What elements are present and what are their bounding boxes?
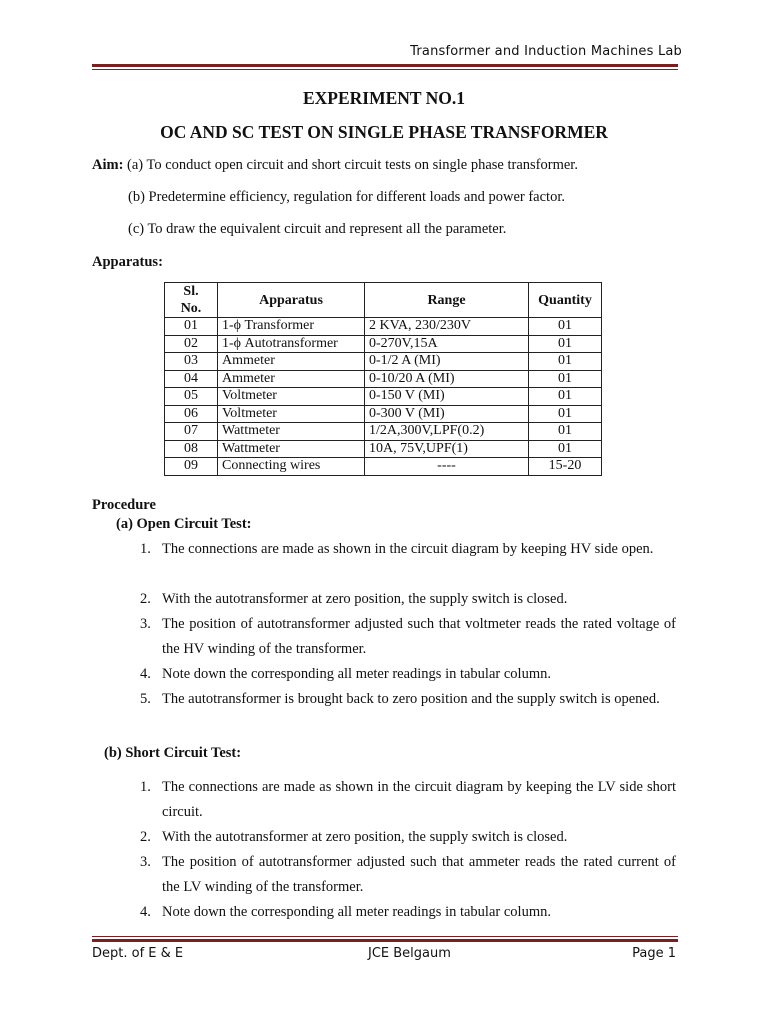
cell-slno: 09 [165, 458, 218, 476]
footer-department: Dept. of E & E [92, 946, 184, 961]
cell-apparatus: 1-ϕ Autotransformer [218, 335, 365, 353]
cell-apparatus: 1-ϕ Transformer [218, 318, 365, 336]
apparatus-label: Apparatus: [92, 254, 163, 270]
cell-quantity: 01 [529, 423, 602, 441]
cell-apparatus: Ammeter [218, 353, 365, 371]
cell-apparatus: Ammeter [218, 370, 365, 388]
aim-label: Aim: [92, 157, 124, 173]
col-header-range: Range [365, 283, 529, 318]
cell-quantity: 01 [529, 388, 602, 406]
table-row [165, 423, 602, 441]
cell-apparatus: Connecting wires [218, 458, 365, 476]
footer-rule-thin [92, 936, 678, 937]
cell-slno: 03 [165, 353, 218, 371]
cell-range: 10A, 75V,UPF(1) [365, 440, 529, 458]
col-header-slno: Sl. No. [165, 283, 218, 318]
table-row [165, 458, 602, 476]
list-item: 3. The position of autotransformer adjusted such that voltmeter reads the rated voltage of the HV winding of the transformer. [140, 616, 676, 657]
list-item: 3. The position of autotransformer adjusted such that ammeter reads the rated current of the LV winding of the transformer. [140, 854, 676, 895]
footer-rule-thick [92, 939, 678, 942]
cell-range: 0-300 V (MI) [365, 405, 529, 423]
cell-slno: 05 [165, 388, 218, 406]
cell-quantity: 01 [529, 370, 602, 388]
sc-test-heading: (b) Short Circuit Test: [104, 745, 242, 761]
cell-slno: 07 [165, 423, 218, 441]
cell-range: 1/2A,300V,LPF(0.2) [365, 423, 529, 441]
cell-slno: 04 [165, 370, 218, 388]
cell-quantity: 01 [529, 405, 602, 423]
experiment-title: OC AND SC TEST ON SINGLE PHASE TRANSFORMER [160, 122, 608, 142]
table-row [165, 353, 602, 371]
table-header-row [165, 283, 602, 318]
cell-quantity: 01 [529, 318, 602, 336]
table-row [165, 440, 602, 458]
cell-apparatus: Wattmeter [218, 423, 365, 441]
table-row [165, 335, 602, 353]
list-item: 2. With the autotransformer at zero position, the supply switch is closed. [140, 829, 568, 845]
cell-slno: 06 [165, 405, 218, 423]
cell-range: 0-1/2 A (MI) [365, 353, 529, 371]
list-item: 2. With the autotransformer at zero position, the supply switch is closed. [140, 591, 568, 607]
cell-range: 0-270V,15A [365, 335, 529, 353]
aim-item-a: (a) To conduct open circuit and short circuit tests on single phase transformer. [127, 157, 578, 173]
header-rule-thin [92, 69, 678, 70]
list-item: 1. The connections are made as shown in the circuit diagram by keeping HV side open. [140, 541, 654, 557]
cell-range: ---- [365, 458, 529, 476]
cell-quantity: 01 [529, 440, 602, 458]
aim-line-a [92, 156, 578, 174]
table-row [165, 388, 602, 406]
procedure-label: Procedure [92, 497, 156, 513]
cell-range: 0-10/20 A (MI) [365, 370, 529, 388]
footer-institution: JCE Belgaum [368, 946, 451, 961]
cell-apparatus: Voltmeter [218, 405, 365, 423]
cell-slno: 02 [165, 335, 218, 353]
list-item: 4. Note down the corresponding all meter readings in tabular column. [140, 666, 551, 682]
cell-quantity: 01 [529, 335, 602, 353]
table-row [165, 318, 602, 336]
list-item: 1. The connections are made as shown in the circuit diagram by keeping the LV side short circuit. [140, 779, 676, 820]
cell-apparatus: Voltmeter [218, 388, 365, 406]
cell-range: 0-150 V (MI) [365, 388, 529, 406]
cell-slno: 01 [165, 318, 218, 336]
cell-apparatus: Wattmeter [218, 440, 365, 458]
running-header: Transformer and Induction Machines Lab [410, 44, 682, 59]
table-row [165, 370, 602, 388]
header-rule-thick [92, 64, 678, 67]
cell-quantity: 15-20 [529, 458, 602, 476]
apparatus-table [164, 282, 602, 476]
experiment-number: EXPERIMENT NO.1 [302, 88, 466, 108]
aim-item-b: (b) Predetermine efficiency, regulation for different loads and power factor. [128, 189, 565, 205]
col-header-apparatus: Apparatus [218, 283, 365, 318]
cell-quantity: 01 [529, 353, 602, 371]
list-item: 4. Note down the corresponding all meter readings in tabular column. [140, 904, 551, 920]
aim-item-c: (c) To draw the equivalent circuit and represent all the parameter. [128, 221, 507, 237]
cell-slno: 08 [165, 440, 218, 458]
oc-test-heading: (a) Open Circuit Test: [116, 516, 252, 532]
col-header-quantity: Quantity [529, 283, 602, 318]
cell-range: 2 KVA, 230/230V [365, 318, 529, 336]
footer-page-number: Page 1 [632, 946, 676, 961]
table-row [165, 405, 602, 423]
list-item: 5. The autotransformer is brought back to zero position and the supply switch is opened. [140, 691, 660, 707]
